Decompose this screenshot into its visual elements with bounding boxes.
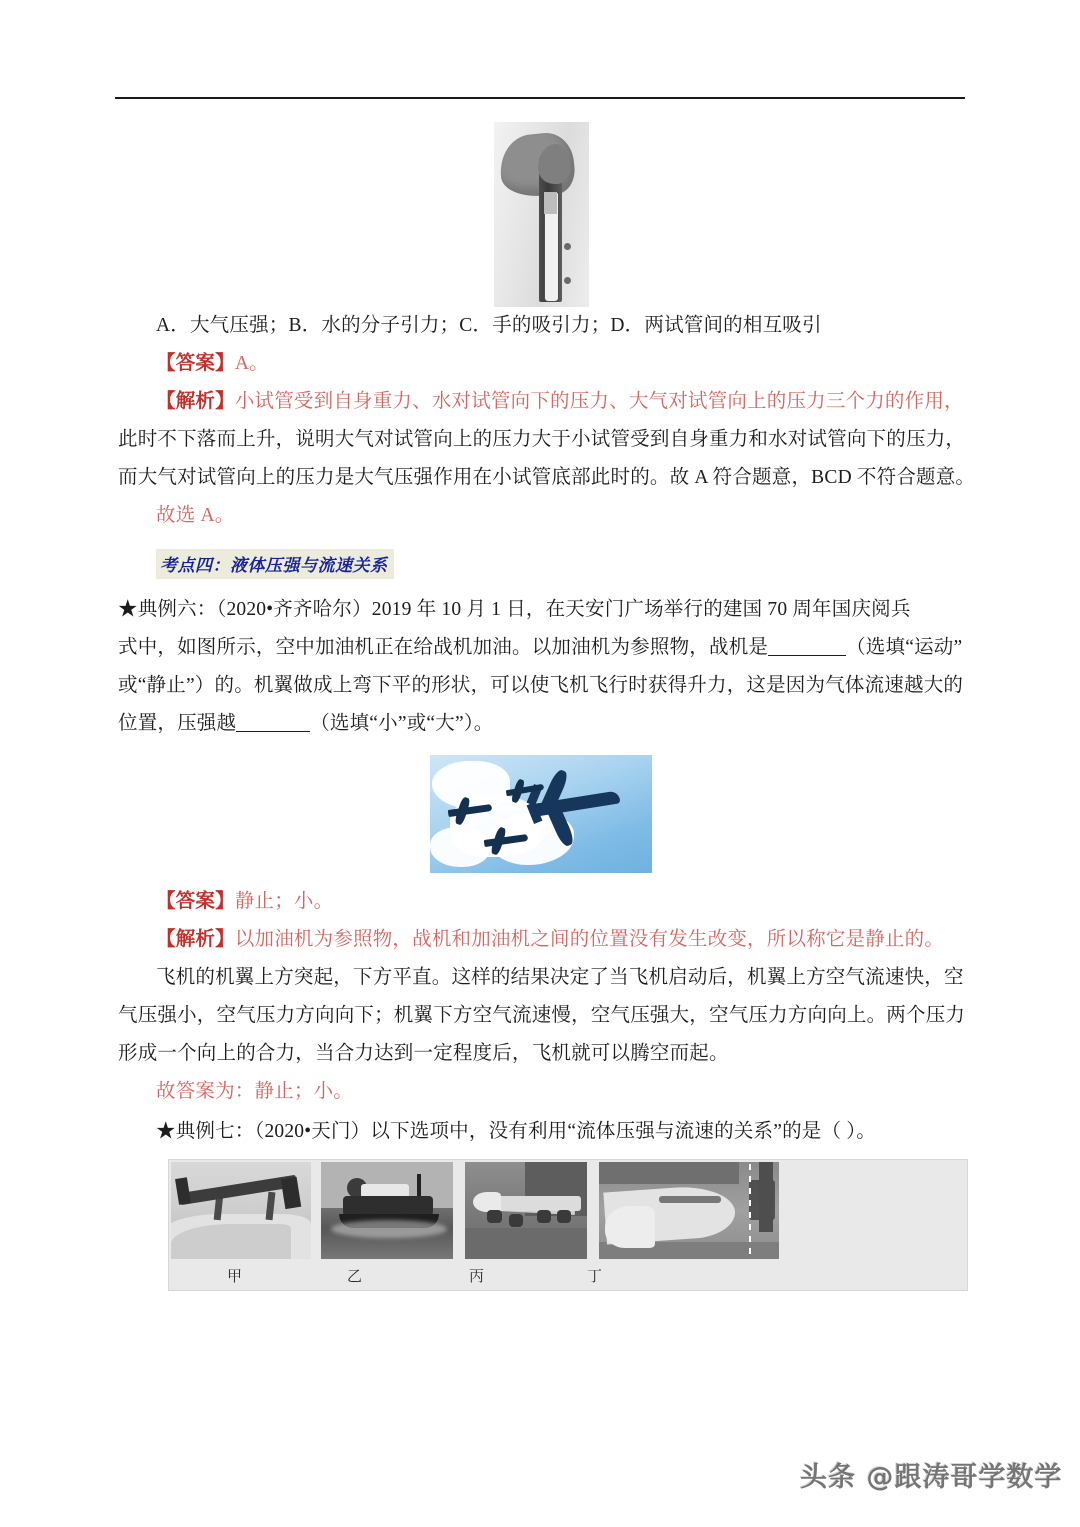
question6-line-2 <box>118 629 964 667</box>
cloud-shape <box>430 827 490 867</box>
train-nose-shape <box>605 1206 655 1248</box>
airplane-engine-shape <box>537 1210 551 1223</box>
figure-airplane-wrapper <box>118 755 964 873</box>
question7-text: ★典例七：（2020•天门）以下选项中，没有利用“流体压强与流速的关系”的是（ ）。 <box>156 1121 876 1142</box>
panel-ding <box>599 1162 779 1259</box>
conclusion-text: 故答案为：静止；小。 <box>156 1081 354 1102</box>
runway-shape <box>465 1228 587 1259</box>
hovercraft-hull-shape <box>343 1196 433 1216</box>
document-content <box>118 120 976 1291</box>
section-header-liquid-pressure: 考点四：液体压强与流速关系 <box>156 549 394 579</box>
analysis-label: 【解析】 <box>156 391 235 412</box>
panel-label-jia: 甲 <box>227 1267 243 1285</box>
question6-analysis-line-2: 飞机的机翼上方突起，下方平直。这样的结果决定了当飞机启动后，机翼上方空气流速快，空 <box>156 967 964 988</box>
answer-value: A。 <box>234 353 269 374</box>
analysis-text: 小试管受到自身重力、水对试管向下的压力、大气对试管向上的压力三个力的作用， <box>234 391 964 412</box>
question6-blank-2[interactable] <box>236 731 310 732</box>
question5-analysis-line-2: 此时不下落而上升，说明大气对试管向上的压力大于小试管受到自身重力和水对试管向下的压力， <box>118 429 966 450</box>
question6-analysis-line-1 <box>118 921 964 959</box>
question6-line-4-tail: （选填“小”或“大”）。 <box>310 713 494 734</box>
train-window-shape <box>659 1196 721 1203</box>
question6-answer-line <box>118 883 964 921</box>
figure-four-panel <box>168 1159 968 1291</box>
watermark-text: 头条 @跟涛哥学数学 <box>800 1462 1063 1493</box>
water-column-shape <box>544 192 557 214</box>
figure-test-tube-wrapper <box>118 122 964 307</box>
header-divider <box>115 97 965 99</box>
question6-line-2-tail: （选填“运动” <box>846 637 963 658</box>
airplane-engine-shape <box>509 1214 523 1227</box>
droplet-icon <box>564 243 571 250</box>
answer-label: 【答案】 <box>156 353 235 374</box>
question5-analysis-line-3: 而大气对试管向上的压力是大气压强作用在小试管底部此时的。故 A 符合题意，BCD 不符合题意。 <box>118 467 976 488</box>
question6-blank-1[interactable] <box>768 655 846 656</box>
thumb-shape <box>538 144 570 184</box>
conclusion-text: 故选 A。 <box>156 505 235 526</box>
droplet-icon <box>564 277 571 284</box>
question6-analysis-line-3: 气压强小，空气压力方向向下；机翼下方空气流速慢，空气压强大，空气压力方向向上。两个压力 <box>118 1005 966 1026</box>
panel-bing <box>465 1162 587 1259</box>
question6-conclusion <box>118 1073 964 1111</box>
water-spray-shape <box>331 1220 447 1238</box>
panel-label-ding: 丁 <box>587 1267 603 1285</box>
panel-yi <box>321 1162 453 1259</box>
question5-conclusion <box>118 497 964 535</box>
question5-analysis-line-1 <box>118 383 964 421</box>
question6-line-3: 或“静止”）的。机翼做成上弯下平的形状，可以使飞机飞行时获得升力，这是因为气体流速越大的 <box>118 675 964 696</box>
analysis-text: 以加油机为参照物，战机和加油机之间的位置没有发生改变，所以称它是静止的。 <box>234 929 945 950</box>
figure-test-tube <box>494 122 589 307</box>
airplane-engine-shape <box>487 1210 502 1223</box>
question6-line-1: ★典例六：（2020•齐齐哈尔）2019 年 10 月 1 日，在天安门广场举行的建国 70 周年国庆阅兵 <box>118 599 911 620</box>
station-roof-shape <box>599 1162 739 1184</box>
answer-value: 静止；小。 <box>234 891 334 912</box>
panel-label-bing: 丙 <box>469 1267 485 1285</box>
question6-analysis-line-4: 形成一个向上的合力，当合力达到一定程度后，飞机就可以腾空而起。 <box>118 1043 729 1064</box>
airplane-nose-shape <box>473 1192 501 1212</box>
safety-line-shape <box>749 1164 751 1258</box>
panel-label-yi: 乙 <box>347 1267 363 1285</box>
car-shade-shape <box>171 1224 291 1259</box>
question5-answer-line <box>118 345 964 383</box>
question6-line-4 <box>118 705 964 743</box>
panel-jia <box>171 1162 311 1259</box>
figure-airplane <box>430 755 652 873</box>
hovercraft-mast-shape <box>417 1174 421 1198</box>
question6-line-4-text: 位置，压强越 <box>118 713 237 734</box>
question6-line-2-text: 式中，如图所示，空中加油机正在给战机加油。以加油机为参照物，战机是 <box>118 637 769 658</box>
airplane-engine-shape <box>557 1210 571 1223</box>
answer-label: 【答案】 <box>156 891 235 912</box>
question5-options: A．大气压强；B．水的分子引力；C．手的吸引力；D．两试管间的相互吸引 <box>156 315 822 336</box>
pillar-shape <box>759 1162 773 1232</box>
section-header-row <box>118 535 964 585</box>
analysis-label: 【解析】 <box>156 929 235 950</box>
